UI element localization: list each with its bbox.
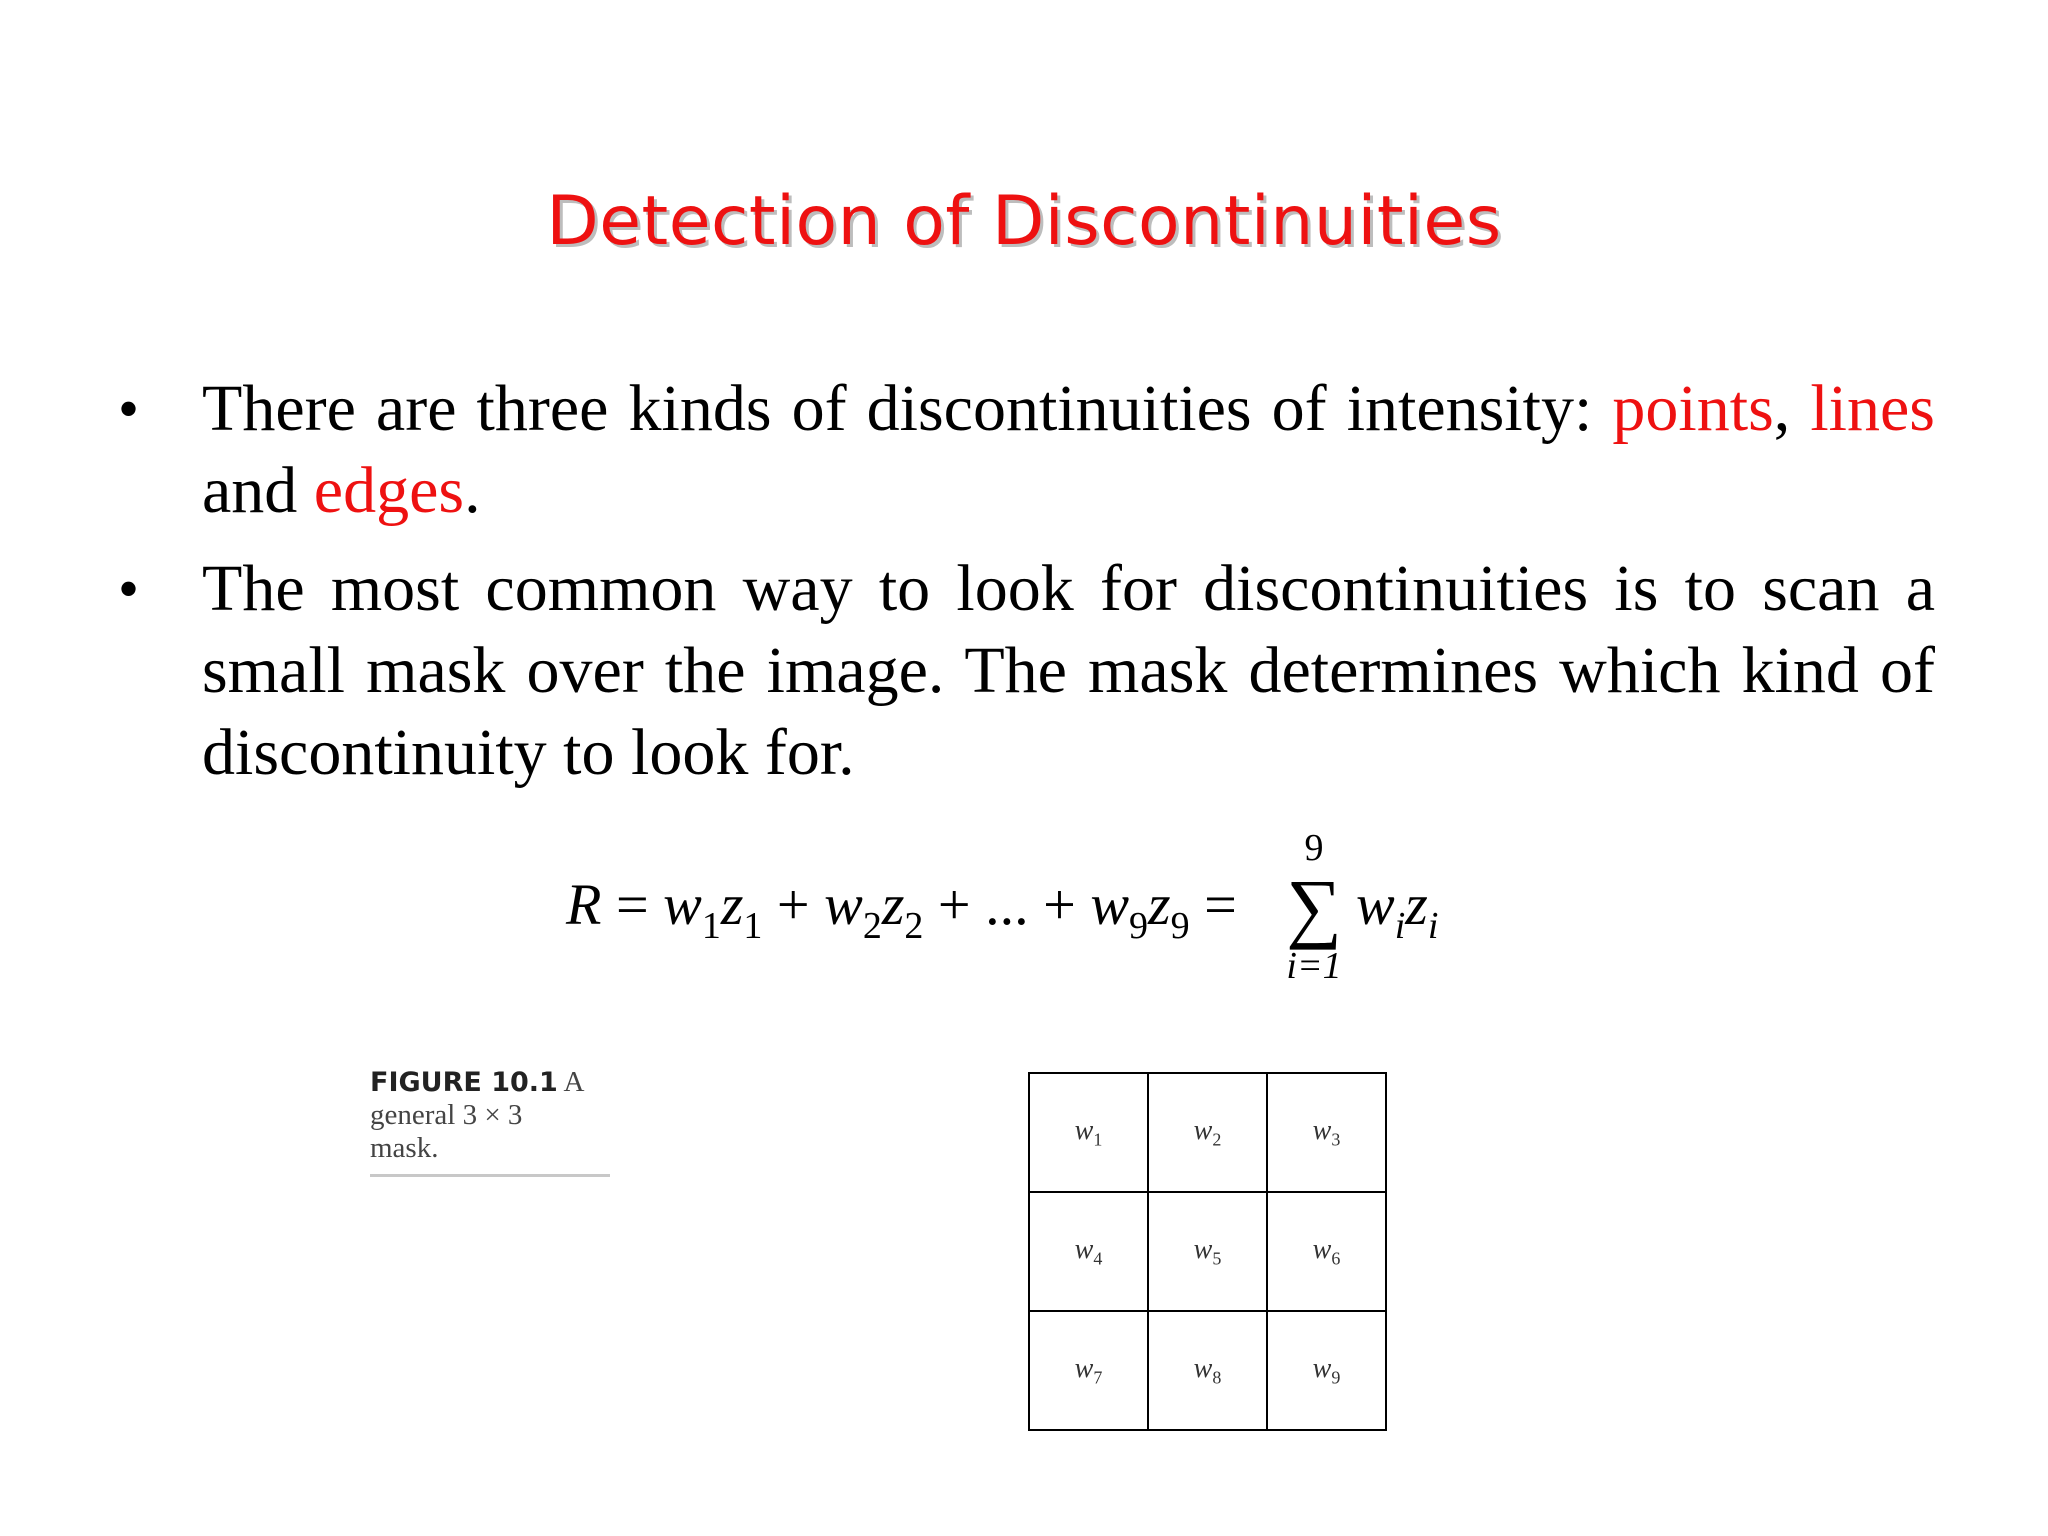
formula-lhs bbox=[566, 870, 1237, 961]
formula-subscript: i bbox=[1427, 905, 1439, 947]
caption-text: general 3 × 3 bbox=[370, 1099, 523, 1131]
mask-cell: $w_9$ bbox=[1267, 1311, 1386, 1430]
mask-cell: $w_6$ bbox=[1267, 1192, 1386, 1311]
bullet-item-1 bbox=[110, 368, 1935, 532]
formula-w: w bbox=[1090, 872, 1130, 937]
formula-plus: + bbox=[762, 872, 825, 937]
mask-row bbox=[1029, 1311, 1386, 1430]
caption-text: A bbox=[557, 1066, 585, 1098]
formula-w: w bbox=[663, 872, 702, 937]
caption-text: mask. bbox=[370, 1132, 439, 1164]
formula-equals: = bbox=[601, 872, 664, 937]
bullet-dot-icon: • bbox=[118, 556, 140, 622]
response-formula bbox=[566, 827, 1466, 1020]
mask-cell: $w_7$ bbox=[1029, 1311, 1148, 1430]
mask-cell: $w_5$ bbox=[1148, 1192, 1267, 1311]
formula-z: z bbox=[1148, 872, 1171, 937]
formula-subscript: 9 bbox=[1170, 905, 1190, 947]
formula-subscript: 1 bbox=[743, 905, 763, 947]
figure-label: FIGURE 10.1 bbox=[370, 1067, 558, 1098]
sum-upper-limit: 9 bbox=[1304, 827, 1324, 869]
formula-plus-ellipsis: + ... + bbox=[923, 872, 1091, 937]
bullet-and: and bbox=[202, 454, 314, 527]
bullet-period: . bbox=[464, 454, 481, 527]
formula-subscript: 9 bbox=[1129, 905, 1149, 947]
formula-subscript: 2 bbox=[904, 905, 924, 947]
highlight-edges: edges bbox=[313, 454, 465, 527]
formula-rhs bbox=[1356, 870, 1438, 961]
formula-z: z bbox=[720, 872, 744, 937]
mask-cell: $w_3$ bbox=[1267, 1073, 1386, 1192]
formula-R: R bbox=[566, 872, 602, 937]
formula-equals: = bbox=[1189, 872, 1237, 937]
sum-lower-limit: i=1 bbox=[1286, 945, 1342, 987]
formula-w: w bbox=[1356, 872, 1395, 937]
bullet-text: There are three kinds of discontinuities of intensity: bbox=[202, 372, 1613, 445]
bullet-text: The most common way to look for discontinuities is to scan a small mask over the image. The mask determines which kind of discontinuity to look for. bbox=[202, 552, 1935, 789]
bullet-comma: , bbox=[1773, 372, 1791, 445]
bullet-list bbox=[110, 368, 1935, 810]
highlight-points: points bbox=[1612, 372, 1774, 445]
mask-cell: $w_1$ bbox=[1029, 1073, 1148, 1192]
mask-row bbox=[1029, 1073, 1386, 1192]
formula-z: z bbox=[881, 872, 905, 937]
caption-divider bbox=[370, 1174, 610, 1177]
mask-cell: $w_4$ bbox=[1029, 1192, 1148, 1311]
mask-cell: $w_8$ bbox=[1148, 1311, 1267, 1430]
sigma-icon: ∑ bbox=[1286, 863, 1342, 950]
mask-row bbox=[1029, 1192, 1386, 1311]
formula-w: w bbox=[824, 872, 863, 937]
formula-subscript: 2 bbox=[862, 905, 882, 947]
mask-grid bbox=[1028, 1072, 1387, 1431]
formula-z: z bbox=[1405, 872, 1428, 937]
figure-caption bbox=[370, 1066, 610, 1165]
formula-subscript: i bbox=[1394, 905, 1406, 947]
mask-cell: $w_2$ bbox=[1148, 1073, 1267, 1192]
formula-subscript: 1 bbox=[701, 905, 721, 947]
summation bbox=[1274, 828, 1354, 986]
bullet-dot-icon: • bbox=[118, 376, 140, 442]
highlight-lines: lines bbox=[1810, 372, 1935, 445]
bullet-item-2 bbox=[110, 548, 1935, 794]
slide-title: Detection of Discontinuities bbox=[546, 182, 1502, 261]
